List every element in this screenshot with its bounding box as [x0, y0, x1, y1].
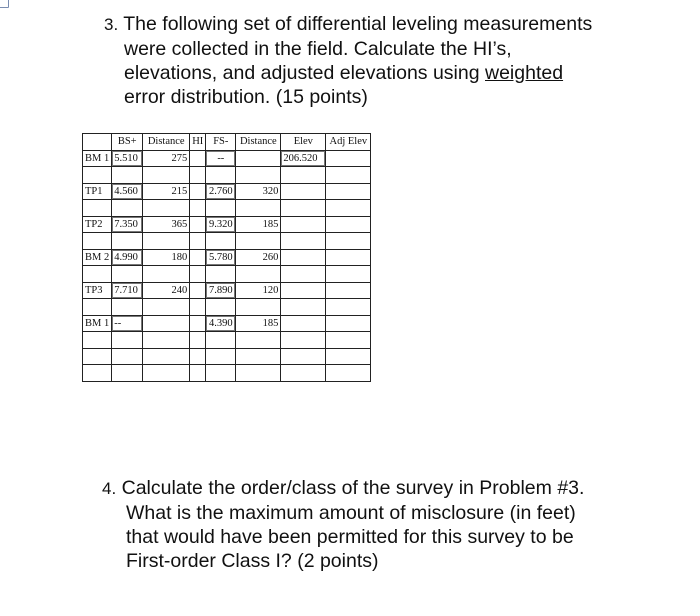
table-header: Adj Elev — [326, 134, 371, 151]
table-cell — [206, 299, 236, 316]
table-cell — [112, 365, 143, 382]
table-cell: 206.520 — [281, 150, 326, 167]
table-cell — [326, 200, 371, 217]
table-cell: 240 — [143, 282, 190, 299]
table-cell — [281, 365, 326, 382]
table-cell: 2.760 — [206, 183, 236, 200]
table-cell — [83, 299, 112, 316]
table-row — [83, 249, 371, 266]
problem-4-number: 4. — [102, 479, 117, 498]
table-cell — [326, 365, 371, 382]
problem-3-line-2: were collected in the field. Calculate the HI’s, — [124, 38, 512, 60]
table-row — [83, 216, 371, 233]
table-row — [83, 348, 371, 365]
problem-4 — [102, 476, 584, 573]
table-cell — [326, 233, 371, 250]
problem-4-line-4: First-order Class I? (2 points) — [126, 550, 379, 572]
table-cell — [236, 299, 281, 316]
table-cell: -- — [206, 150, 236, 167]
table-cell: 215 — [143, 183, 190, 200]
table-cell — [281, 315, 326, 332]
table-cell — [236, 266, 281, 283]
table-cell — [190, 348, 206, 365]
table-cell — [206, 365, 236, 382]
table-cell — [143, 167, 190, 184]
table-row — [83, 183, 371, 200]
table-row — [83, 266, 371, 283]
table-cell: 4.990 — [112, 249, 143, 266]
table-cell — [206, 233, 236, 250]
table-cell: 7.350 — [112, 216, 143, 233]
table-cell — [236, 167, 281, 184]
table-cell: TP2 — [83, 216, 112, 233]
table-cell — [143, 315, 190, 332]
table-header-row — [83, 134, 371, 151]
table-cell — [190, 299, 206, 316]
table-cell — [83, 233, 112, 250]
table-cell — [206, 167, 236, 184]
table-cell — [112, 332, 143, 349]
table-cell — [190, 282, 206, 299]
table-cell — [326, 266, 371, 283]
table-cell — [326, 167, 371, 184]
table-cell — [236, 348, 281, 365]
table-cell: 185 — [236, 216, 281, 233]
table-cell: TP3 — [83, 282, 112, 299]
table-cell: 365 — [143, 216, 190, 233]
table-row — [83, 200, 371, 217]
table-row — [83, 299, 371, 316]
table-cell — [190, 266, 206, 283]
table-cell — [112, 266, 143, 283]
table-cell — [281, 200, 326, 217]
table-cell: 320 — [236, 183, 281, 200]
table-cell — [83, 348, 112, 365]
table-cell — [281, 249, 326, 266]
table-cell — [112, 299, 143, 316]
table-cell — [281, 183, 326, 200]
table-cell: TP1 — [83, 183, 112, 200]
table-cell — [112, 200, 143, 217]
table-header: Distance — [143, 134, 190, 151]
table-cell — [281, 216, 326, 233]
table-cell — [112, 167, 143, 184]
table-cell — [236, 200, 281, 217]
table-cell — [83, 266, 112, 283]
table-header: BS+ — [112, 134, 143, 151]
table-row — [83, 315, 371, 332]
table-cell — [281, 266, 326, 283]
table-cell — [143, 200, 190, 217]
table-cell — [143, 233, 190, 250]
table-cell — [143, 299, 190, 316]
problem-4-line-3: that would have been permitted for this survey to be — [126, 526, 574, 548]
table-cell: BM 1 — [83, 150, 112, 167]
table-cell: 260 — [236, 249, 281, 266]
problem-3-line-3: elevations, and adjusted elevations using weighted — [124, 62, 564, 84]
table-cell — [190, 216, 206, 233]
table-cell: 5.510 — [112, 150, 143, 167]
table-cell: 185 — [236, 315, 281, 332]
table-cell — [281, 233, 326, 250]
table-cell — [326, 348, 371, 365]
table-cell — [326, 299, 371, 316]
table-cell — [190, 200, 206, 217]
table-cell — [143, 332, 190, 349]
table-row — [83, 167, 371, 184]
table-cell — [236, 233, 281, 250]
table-cell — [143, 365, 190, 382]
table-cell — [83, 200, 112, 217]
table-header: FS- — [206, 134, 236, 151]
table-cell — [206, 266, 236, 283]
table-cell — [236, 332, 281, 349]
table-cell — [326, 282, 371, 299]
problem-3-line-4: error distribution. (15 points) — [124, 86, 368, 108]
table-cell — [281, 348, 326, 365]
table-cell — [281, 167, 326, 184]
table-cell — [206, 200, 236, 217]
table-cell — [190, 365, 206, 382]
table-header: Distance — [236, 134, 281, 151]
table-cell: 120 — [236, 282, 281, 299]
table-cell — [112, 348, 143, 365]
table-cell — [190, 249, 206, 266]
table-cell — [236, 365, 281, 382]
table-row — [83, 282, 371, 299]
table-cell — [190, 315, 206, 332]
table-cell: 275 — [143, 150, 190, 167]
table-cell: BM 2 — [83, 249, 112, 266]
table-cell — [206, 348, 236, 365]
problem-4-line-2: What is the maximum amount of misclosure (in feet) — [126, 502, 576, 524]
table-cell — [281, 332, 326, 349]
problem-3-line-1: 3. The following set of differential leveling measurements — [104, 13, 593, 35]
problem-3 — [104, 12, 592, 109]
table-cell: -- — [112, 315, 143, 332]
table-header: Elev — [281, 134, 326, 151]
table-cell: 180 — [143, 249, 190, 266]
table-cell: 9.320 — [206, 216, 236, 233]
table-cell: 7.890 — [206, 282, 236, 299]
table-header — [83, 134, 112, 151]
table-cell: 4.390 — [206, 315, 236, 332]
table-cell — [326, 315, 371, 332]
table-cell — [83, 365, 112, 382]
table-header: HI — [190, 134, 206, 151]
leveling-table — [82, 133, 371, 382]
table-cell — [190, 167, 206, 184]
table-row — [83, 233, 371, 250]
checkbox-icon[interactable] — [0, 0, 9, 8]
table-cell — [326, 183, 371, 200]
table-cell — [83, 332, 112, 349]
table-row — [83, 332, 371, 349]
table-cell — [326, 249, 371, 266]
table-cell — [143, 266, 190, 283]
problem-4-line-1: 4. Calculate the order/class of the survey in Problem #3. — [102, 477, 585, 499]
problem-3-number: 3. — [104, 15, 119, 34]
table-cell — [281, 282, 326, 299]
table-cell: 5.780 — [206, 249, 236, 266]
table-cell — [206, 332, 236, 349]
table-cell — [143, 348, 190, 365]
table-cell — [190, 183, 206, 200]
table-cell — [326, 150, 371, 167]
table-cell — [236, 150, 281, 167]
weighted-word: weighted — [485, 62, 564, 84]
table-cell — [112, 233, 143, 250]
table-row — [83, 150, 371, 167]
table-cell — [83, 167, 112, 184]
table-cell — [326, 216, 371, 233]
table-cell: 4.560 — [112, 183, 143, 200]
table-row — [83, 365, 371, 382]
table-cell — [326, 332, 371, 349]
table-cell: 7.710 — [112, 282, 143, 299]
table-cell — [190, 332, 206, 349]
table-cell: BM 1 — [83, 315, 112, 332]
table-cell — [190, 233, 206, 250]
table-cell — [190, 150, 206, 167]
table-cell — [281, 299, 326, 316]
